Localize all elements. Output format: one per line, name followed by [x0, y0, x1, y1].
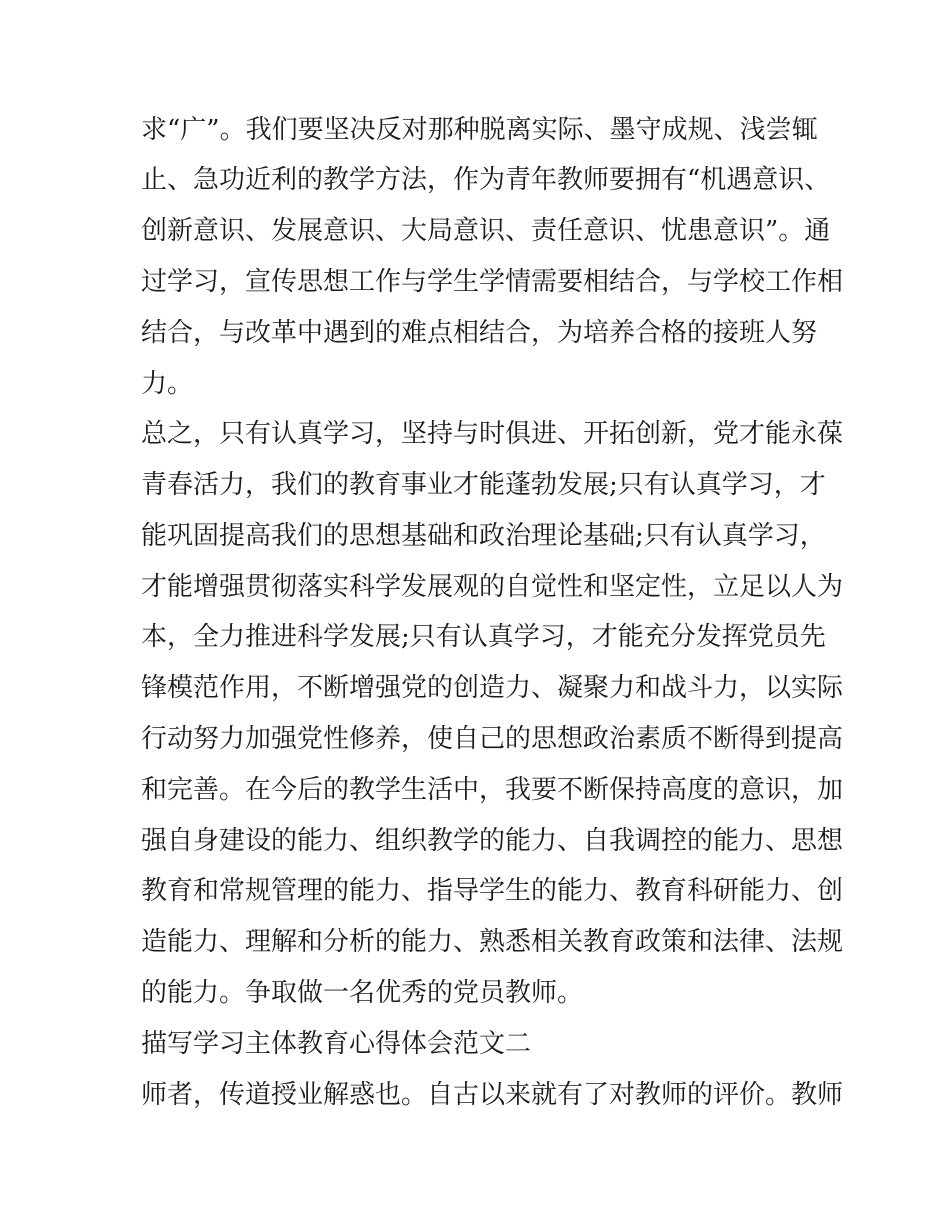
text-line: 青春活力，我们的教育事业才能蓬勃发展;只有认真学习，才: [141, 470, 826, 500]
text-line: 和完善。在今后的教学生活中，我要不断保持高度的意识，加: [141, 775, 844, 805]
text-line: 教育和常规管理的能力、指导学生的能力、教育科研能力、创: [141, 876, 844, 906]
text-line: 师者，传道授业解惑也。自古以来就有了对教师的评价。教师: [141, 1080, 844, 1110]
text-line: 创新意识、发展意识、大局意识、责任意识、忧患意识”。通: [141, 216, 831, 246]
text-line: 结合，与改革中遇到的难点相结合，为培养合格的接班人努: [141, 318, 818, 348]
text-line: 才能增强贯彻落实科学发展观的自觉性和坚定性，立足以人为: [141, 572, 844, 602]
text-line: 行动努力加强党性修养，使自己的思想政治素质不断得到提高: [141, 724, 844, 754]
text-line: 求“广”。我们要坚决反对那种脱离实际、墨守成规、浅尝辄: [141, 115, 818, 145]
text-line: 造能力、理解和分析的能力、熟悉相关教育政策和法律、法规: [141, 927, 844, 957]
text-line: 过学习，宣传思想工作与学生学情需要相结合，与学校工作相: [141, 267, 844, 297]
text-line: 止、急功近利的教学方法，作为青年教师要拥有“机遇意识、: [141, 165, 831, 195]
text-line: 的能力。争取做一名优秀的党员教师。: [141, 978, 584, 1008]
section-heading: 描写学习主体教育心得体会范文二: [141, 1029, 532, 1059]
text-line: 本，全力推进科学发展;只有认真学习，才能充分发挥党员先: [141, 622, 826, 652]
text-line: 力。: [141, 369, 194, 399]
text-line: 强自身建设的能力、组织教学的能力、自我调控的能力、思想: [141, 826, 844, 856]
text-line: 锋模范作用，不断增强党的创造力、凝聚力和战斗力，以实际: [141, 673, 844, 703]
text-line: 总之，只有认真学习，坚持与时俱进、开拓创新，党才能永葆: [141, 419, 844, 449]
text-line: 能巩固提高我们的思想基础和政治理论基础;只有认真学习，: [141, 521, 826, 551]
